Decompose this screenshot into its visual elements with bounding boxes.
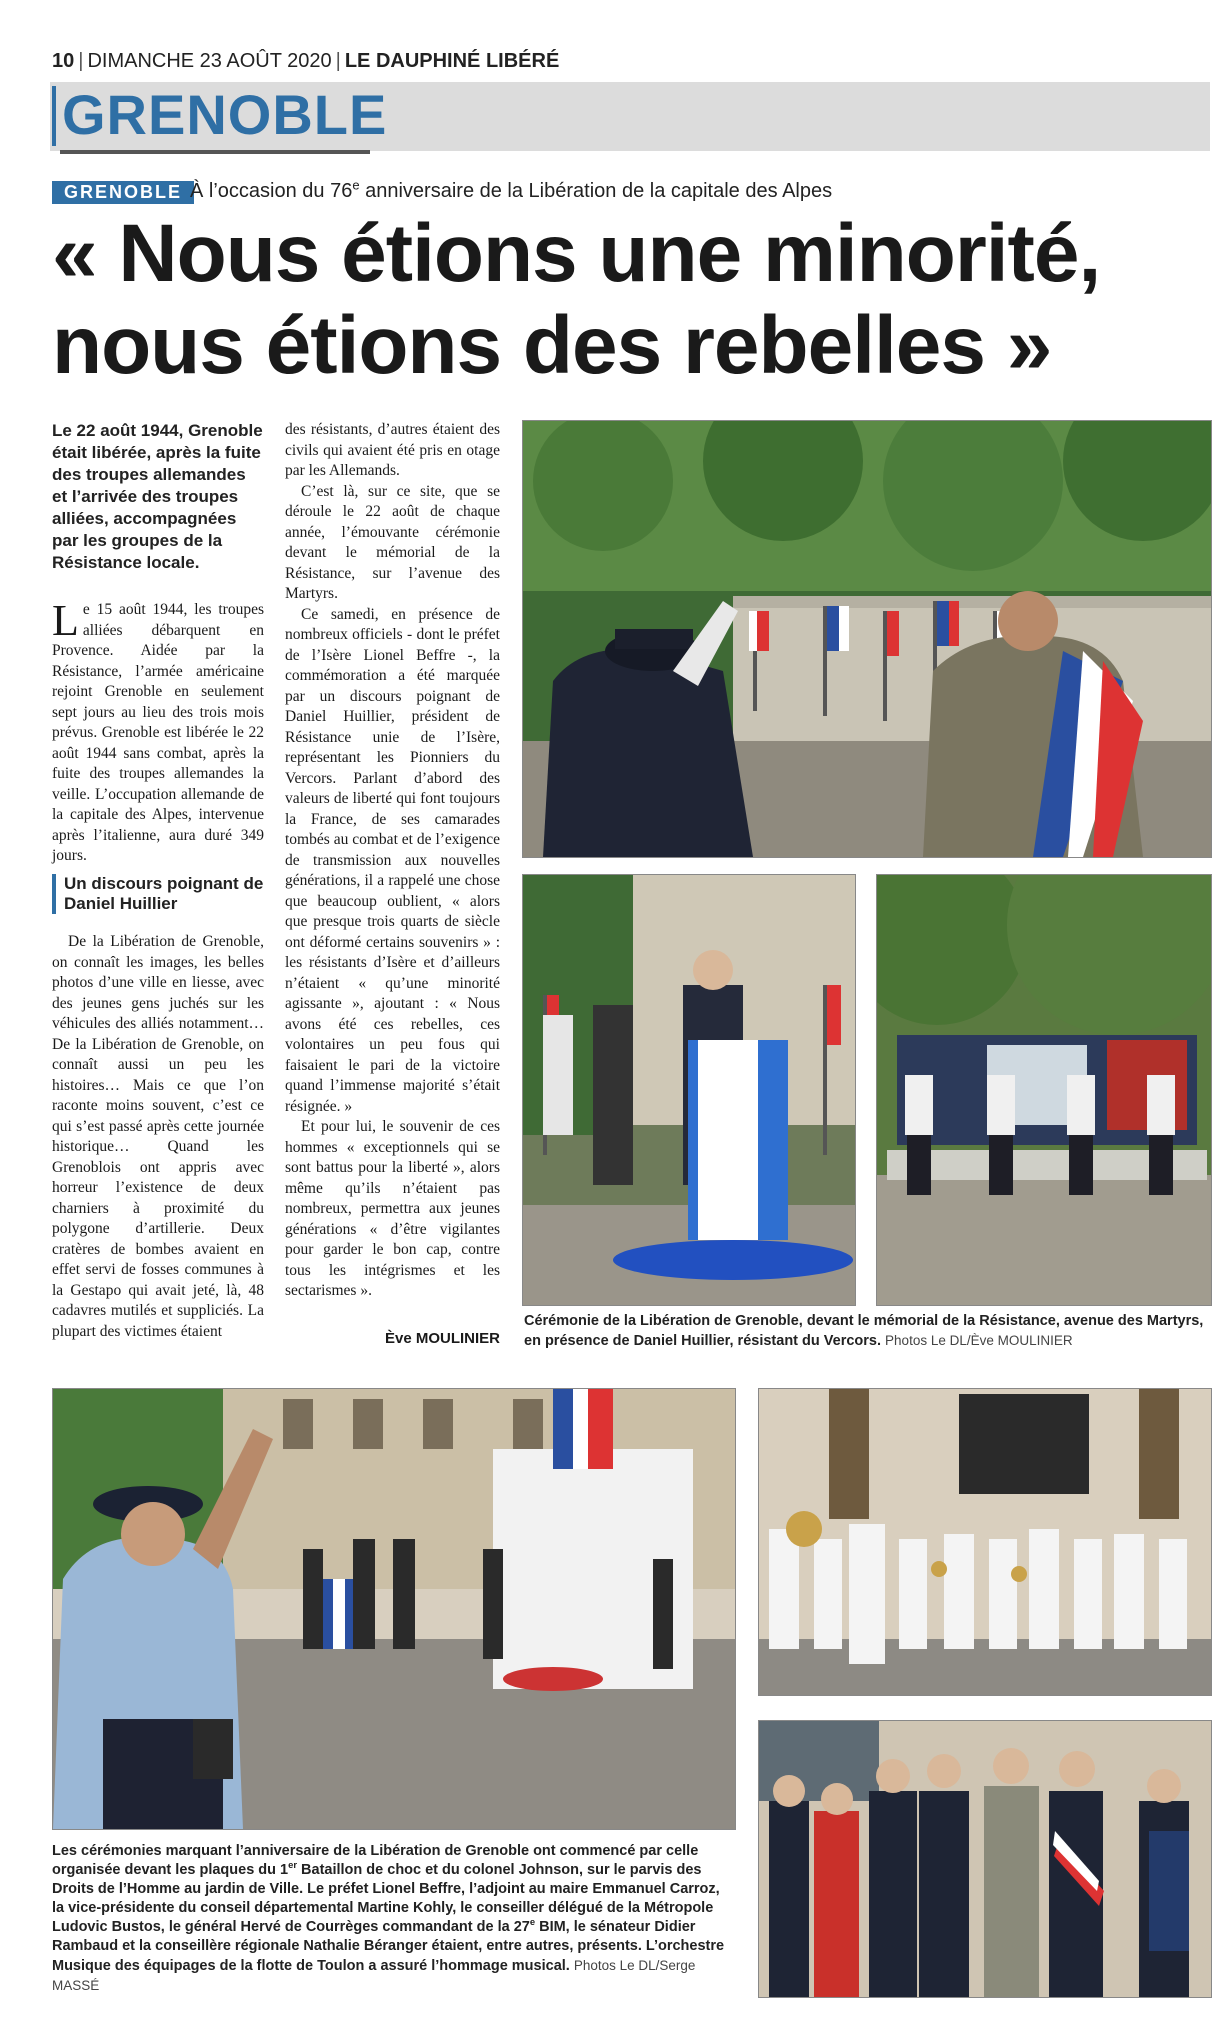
paragraph: Et pour lui, le souvenir de ces hommes « exceptionnels qui se sont battus pour la liberté », alors même qu’ils n’étaient pas nombreux, permettra aux jeunes générations « d’être vigilantes pour garder le bon cap, contre tous les intégrismes et les sectarismes ». bbox=[285, 1118, 500, 1299]
caption-sup: e bbox=[529, 1916, 536, 1928]
paragraph: C’est là, sur ce site, que se déroule le 22 août de chaque année, l’émouvante cérémonie devant le mémorial de la Résistance, sur l’avenue des Martyrs. bbox=[285, 482, 500, 602]
section-title: GRENOBLE bbox=[62, 83, 388, 146]
photo-officials bbox=[758, 1720, 1212, 1998]
caption-text: Les cérémonies marquant l’anniversaire de la Libération de Grenoble ont commencé par celle organisée devant les plaques du 1 bbox=[52, 1843, 699, 1878]
photo-memorial-salute-image bbox=[523, 421, 1211, 857]
folio-separator: | bbox=[78, 50, 84, 72]
photo-speaker-podium bbox=[522, 874, 856, 1306]
article-subhead: Un discours poignant de Daniel Huillier bbox=[52, 874, 276, 914]
page-date: DIMANCHE 23 AOÛT 2020 bbox=[87, 50, 332, 72]
article-body-col2 bbox=[285, 420, 500, 1302]
photo-memorial-salute bbox=[522, 420, 1212, 858]
kicker-text-part: À l’occasion du 76 bbox=[190, 180, 353, 202]
newspaper-name: LE DAUPHINÉ LIBÉRÉ bbox=[344, 50, 560, 72]
photo-navy-band-image bbox=[759, 1389, 1211, 1695]
section-title-underline bbox=[60, 150, 370, 154]
paragraph: De la Libération de Grenoble, on connaît les images, les belles photos d’une ville en liesse, avec des jeunes gens juchés sur les véhicules des alliés notamment… De la Libération de Grenoble, on connaît aussi un peu les histoires… Mais ce que l’on raconte moins souvent, c’est ce qui s’est passé après cette journée historique… Quand les Grenoblois ont appris avec horreur l’existence de deux charniers à proximité du polygone d’artillerie. Deux cratères de bombes avaient en effet servi de fosses communes à la Gestapo qui avait jeté, là, 48 cadavres mutilés et suppliciés. La plupart des victimes étaient bbox=[52, 933, 264, 1340]
byline: Ève MOULINIER bbox=[384, 1330, 500, 1347]
caption-sup: er bbox=[288, 1859, 298, 1871]
paragraph-text: e 15 août 1944, les troupes alliées débarquent en Provence. Aidée par la Résistance, l’armée américaine rejoint Grenoble en seulement sept jours au lieu des trois mois prévus. Grenoble est libérée le 22 août 1944 sans combat, après la fuite des troupes allemandes la veille. L’occupation allemande de la capitale des Alpes, intervenue après l’italienne, aura duré 349 jours. bbox=[52, 601, 264, 864]
photo-speaker-podium-image bbox=[523, 875, 855, 1305]
photo-honor-guard-image bbox=[877, 875, 1211, 1305]
kicker-sup: e bbox=[352, 177, 360, 193]
paragraph: Ce samedi, en présence de nombreux officiels - dont le préfet de l’Isère Lionel Beffre -, la commémoration a été marquée par un discours poignant de Daniel Huillier, président de Résistance unie de l’Isère, représentant les Pionniers du Vercors. Parlant d’abord des valeurs de liberté qui font toujours la France, de ses camarades tombés au combat et de l’exigence de transmission aux nouvelles générations, il a rappelé une chose que beaucoup oublient, « alors que presque trois quarts de siècle ont déformé certains souvenirs » : les résistants d’Isère et d’ailleurs n’étaient « qu’une minorité agissante », ajoutant : « Nous avons été ces rebelles, ces volontaires un peu fous qui faisaient le pari de la victoire quand l’immense majorité s’était résignée. » bbox=[285, 605, 500, 1115]
photo-honor-guard bbox=[876, 874, 1212, 1306]
photo-credit: Photos Le DL/Ève MOULINIER bbox=[885, 1333, 1073, 1348]
article-body-col1 bbox=[52, 932, 264, 1342]
page-number: 10 bbox=[52, 50, 75, 72]
photo-plaques-salute-image bbox=[53, 1389, 735, 1829]
photo-navy-band bbox=[758, 1388, 1212, 1696]
photo-credit: Photos Le DL/Serge MASSÉ bbox=[52, 1958, 696, 1993]
headline bbox=[52, 208, 1212, 392]
section-band-accent bbox=[52, 86, 56, 146]
paragraph bbox=[52, 596, 264, 867]
kicker-tag: GRENOBLE bbox=[52, 181, 194, 204]
photo-caption-ceremonies bbox=[52, 1842, 728, 1996]
photo-caption-memorial bbox=[524, 1312, 1210, 1351]
kicker-text bbox=[190, 177, 833, 203]
article-body-intro bbox=[52, 596, 264, 867]
caption-text: Cérémonie de la Libération de Grenoble, devant le mémorial de la Résistance, avenue des Martyrs, en présence de Daniel Huillier, résistant du Vercors. bbox=[524, 1313, 1204, 1349]
page-folio bbox=[52, 50, 559, 73]
folio-separator: | bbox=[335, 50, 341, 72]
caption-text: BIM, le sénateur Didier Rambaud et la conseillère régionale Nathalie Béranger étaient, entre autres, présents. L’orchestre Musique des équipages de la flotte de Toulon a assuré l’hommage musical. bbox=[52, 1919, 725, 1974]
caption-text: Bataillon de choc et du colonel Johnson, sur le parvis des Droits de l’Homme au jardin de Ville. Le préfet Lionel Beffre, l’adjoint au maire Emmanuel Carroz, la vice-présidente du conseil départemental Martine Kohly, le conseiller délégué de la Métropole Ludovic Bustos, le général Hervé de Courrèges commandant de la 27 bbox=[52, 1862, 720, 1935]
dropcap: L bbox=[52, 596, 79, 645]
kicker-text-part: anniversaire de la Libération de la capitale des Alpes bbox=[359, 180, 833, 202]
photo-plaques-salute bbox=[52, 1388, 736, 1830]
paragraph: des résistants, d’autres étaient des civils qui avaient été pris en otage par les Allemands. bbox=[285, 421, 500, 479]
headline-line-1: « Nous étions une minorité, bbox=[52, 208, 1101, 299]
article-lead: Le 22 août 1944, Grenoble était libérée, après la fuite des troupes allemandes et l’arrivée des troupes alliées, accompagnées par les groupes de la Résistance locale. bbox=[52, 421, 263, 572]
headline-line-2: nous étions des rebelles » bbox=[52, 300, 1052, 391]
photo-officials-image bbox=[759, 1721, 1211, 1997]
